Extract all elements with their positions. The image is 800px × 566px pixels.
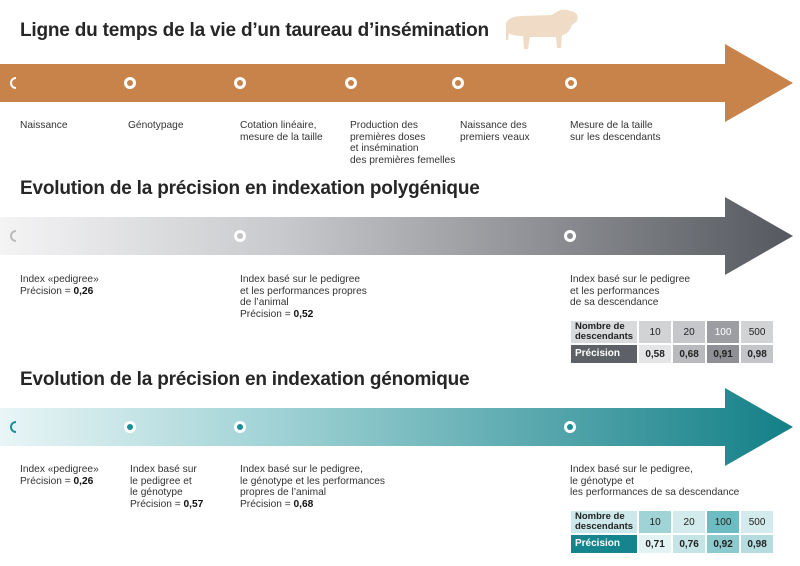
table-row-label: Précision (571, 345, 637, 363)
polygenic-label: Index basé sur le pedigree et les performances de sa descendance (570, 274, 691, 308)
table-row-label: Précision (571, 535, 637, 553)
genomic-precision-table (569, 509, 775, 555)
genomic-label: Index «pedigree» Précision = 0,26 (20, 464, 99, 487)
polygenic-marker-own-performance (234, 230, 246, 242)
timeline-marker-scoring (234, 77, 246, 89)
polygenic-title: Evolution de la précision en indexation polygénique (20, 178, 480, 199)
timeline-marker-first-calves (452, 77, 464, 89)
descendant-count: 20 (673, 321, 705, 343)
polygenic-arrow (0, 197, 800, 275)
precision-value: 0,68 (673, 345, 705, 363)
precision-value: 0,98 (741, 535, 773, 553)
descendant-count: 10 (639, 321, 671, 343)
table-row-label: Nombre de descendants (571, 511, 637, 533)
polygenic-precision-table (569, 319, 775, 365)
genomic-marker-own-performance (234, 421, 246, 433)
precision-value: 0,98 (741, 345, 773, 363)
precision-value: 0,76 (673, 535, 705, 553)
genomic-marker-progeny (564, 421, 576, 433)
genomic-label: Index basé sur le pedigree, le génotype et les performances propres de l’animal Précision = 0,68 (240, 464, 385, 510)
polygenic-label: Index basé sur le pedigree et les performances propres de l’animal Précision = 0,52 (240, 274, 367, 320)
precision-value: 0,91 (707, 345, 739, 363)
timeline-label: Naissance des premiers veaux (460, 120, 530, 143)
timeline-label: Mesure de la taille sur les descendants (570, 120, 661, 143)
timeline-label: Naissance (20, 120, 68, 131)
timeline-marker-offspring-size (565, 77, 577, 89)
polygenic-label: Index «pedigree» Précision = 0,26 (20, 274, 99, 297)
timeline-marker-genotyping (124, 77, 136, 89)
descendant-count: 500 (741, 511, 773, 533)
timeline-label: Production des premières doses et insémination des premières femelles (350, 120, 456, 166)
precision-value: 0,71 (639, 535, 671, 553)
genomic-label: Index basé sur le pedigree et le génotype Précision = 0,57 (130, 464, 204, 510)
genomic-title: Evolution de la précision en indexation génomique (20, 369, 470, 390)
descendant-count: 100 (707, 321, 739, 343)
table-row-label: Nombre de descendants (571, 321, 637, 343)
precision-value: 0,92 (707, 535, 739, 553)
descendant-count: 20 (673, 511, 705, 533)
genomic-arrow (0, 388, 800, 466)
precision-value: 0,58 (639, 345, 671, 363)
timeline-label: Génotypage (128, 120, 184, 131)
genomic-label: Index basé sur le pedigree, le génotype et les performances de sa descendance (570, 464, 740, 498)
timeline-label: Cotation linéaire, mesure de la taille (240, 120, 323, 143)
genomic-marker-genotype (124, 421, 136, 433)
timeline-title: Ligne du temps de la vie d’un taureau d’insémination (20, 20, 489, 41)
timeline-marker-first-doses (345, 77, 357, 89)
polygenic-marker-progeny (564, 230, 576, 242)
timeline-arrow (0, 44, 800, 122)
descendant-count: 100 (707, 511, 739, 533)
descendant-count: 10 (639, 511, 671, 533)
descendant-count: 500 (741, 321, 773, 343)
